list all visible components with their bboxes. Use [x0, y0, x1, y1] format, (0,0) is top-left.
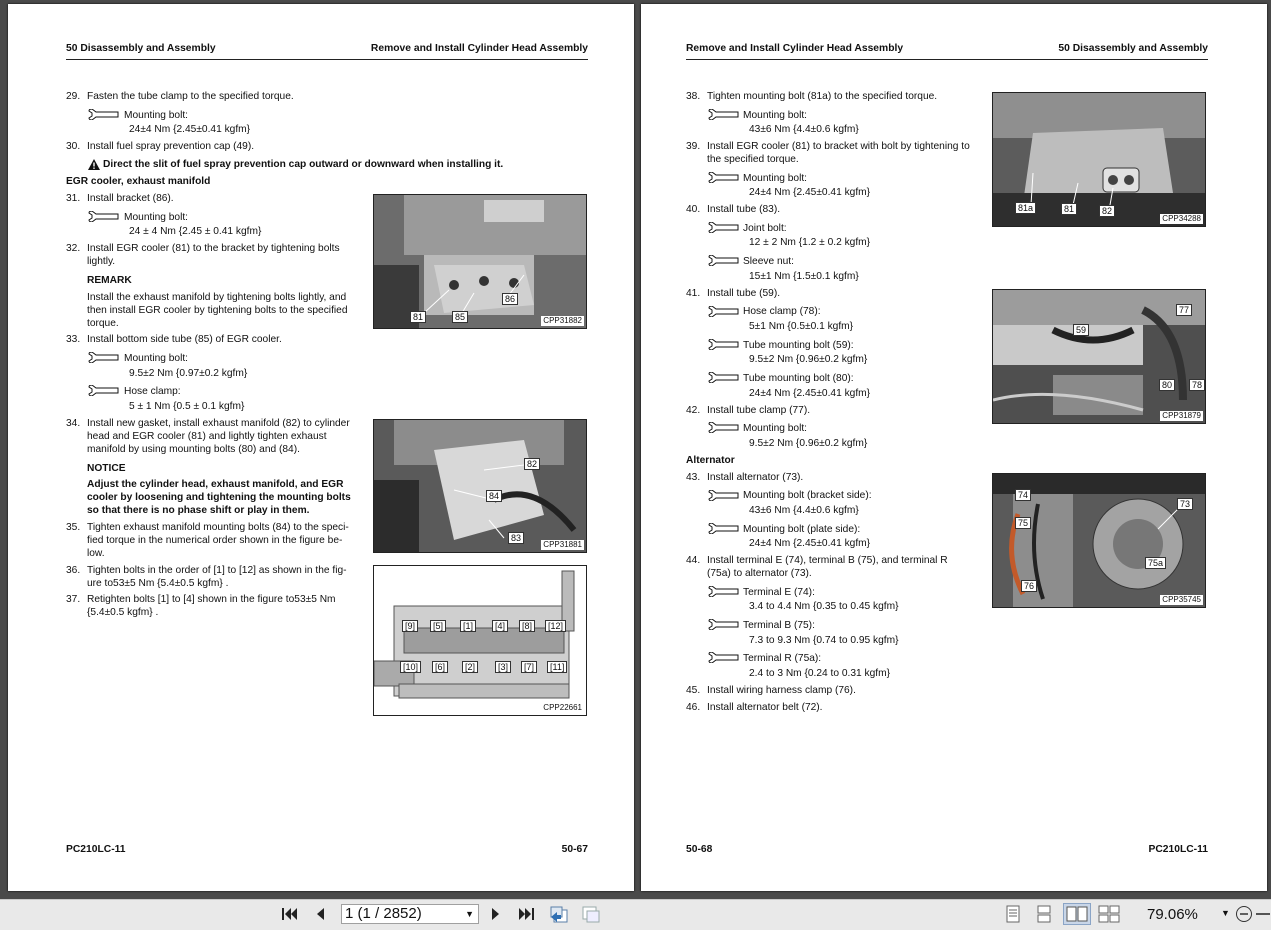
footer-model: PC210LC-11 [66, 844, 126, 855]
bolt-label: [11] [547, 661, 567, 673]
single-page-view-button[interactable] [1002, 904, 1024, 924]
step-number: 36. [66, 565, 81, 576]
warning-icon [88, 159, 100, 170]
step-number: 38. [686, 91, 701, 102]
two-page-view-button[interactable] [1063, 903, 1091, 925]
zoom-dropdown-icon[interactable]: ▼ [1221, 908, 1230, 918]
step-text: Install fuel spray prevention cap (49). [87, 141, 255, 152]
spec-value: 3.4 to 4.4 Nm {0.35 to 0.45 kgfm} [749, 601, 899, 612]
spec-label: Mounting bolt: [743, 423, 807, 434]
callout-label: 85 [452, 311, 468, 323]
callout-label: 77 [1176, 304, 1192, 316]
step-number: 40. [686, 204, 701, 215]
next-page-button[interactable] [485, 904, 507, 924]
previous-page-icon [314, 906, 326, 922]
torque-wrench-icon [708, 523, 740, 534]
spec-value: 9.5±2 Nm {0.96±0.2 kgfm} [749, 438, 868, 449]
figure-bolt-order [373, 565, 587, 716]
torque-wrench-icon [708, 109, 740, 120]
step-text: manifold by using mounting bolts (80) and (84). [87, 444, 300, 455]
notice-text: so that there is no phase shift or play in them. [87, 505, 310, 516]
footer-model: PC210LC-11 [1148, 844, 1208, 855]
step-text: (75a) to alternator (73). [707, 568, 812, 579]
last-page-button[interactable] [515, 904, 537, 924]
step-text: the specified torque. [707, 154, 799, 165]
step-text: Install alternator belt (72). [707, 702, 823, 713]
step-text: fied torque in the numerical order shown in the figure be- [87, 535, 343, 546]
step-text: Install new gasket, install exhaust manifold (82) to cylinder [87, 418, 350, 429]
callout-label: 82 [524, 458, 540, 470]
spec-value: 24 ± 4 Nm {2.45 ± 0.41 kgfm} [129, 226, 262, 237]
step-number: 43. [686, 472, 701, 483]
section-heading: Alternator [686, 455, 735, 466]
two-page-continuous-icon [1098, 905, 1120, 923]
step-text: Install terminal E (74), terminal B (75), and terminal R [707, 555, 948, 566]
zoom-out-icon [1235, 905, 1253, 923]
spec-value: 24±4 Nm {2.45±0.41 kgfm} [749, 388, 871, 399]
figure-exhaust-manifold [373, 419, 587, 553]
remark-title: REMARK [87, 275, 132, 286]
engine-photo-illustration [993, 290, 1205, 423]
step-number: 39. [686, 141, 701, 152]
zoom-slider-edge[interactable] [1256, 904, 1270, 924]
step-text: lightly. [87, 256, 116, 267]
spec-value: 43±6 Nm {4.4±0.6 kgfm} [749, 505, 859, 516]
warning-text: Direct the slit of fuel spray prevention cap outward or downward when installing it. [103, 159, 504, 170]
page-header [66, 43, 588, 60]
zoom-level[interactable]: 79.06% [1147, 906, 1198, 923]
zoom-slider-icon [1256, 912, 1270, 916]
torque-wrench-icon [708, 586, 740, 597]
first-page-button[interactable] [279, 904, 301, 924]
step-text: Install tube (83). [707, 204, 781, 215]
step-number: 33. [66, 334, 81, 345]
bolt-label: [9] [402, 620, 418, 632]
step-text: Tighten bolts in the order of [1] to [12] as shown in the fig- [87, 565, 347, 576]
spec-label: Mounting bolt: [124, 110, 188, 121]
remark-text: Install the exhaust manifold by tightening bolts lightly, and [87, 292, 347, 303]
callout-label: 73 [1177, 498, 1193, 510]
step-text: Install tube clamp (77). [707, 405, 811, 416]
torque-wrench-icon [708, 422, 740, 433]
torque-wrench-icon [88, 385, 120, 396]
bolt-label: [6] [432, 661, 448, 673]
torque-wrench-icon [88, 211, 120, 222]
torque-wrench-icon [708, 490, 740, 501]
step-number: 29. [66, 91, 81, 102]
torque-wrench-icon [708, 255, 740, 266]
step-text: Install bracket (86). [87, 193, 174, 204]
spec-value: 24±4 Nm {2.45±0.41 kgfm} [749, 187, 871, 198]
figure-alternator [992, 473, 1206, 608]
step-number: 34. [66, 418, 81, 429]
footer-page-number: 50-67 [561, 844, 588, 855]
chevron-down-icon: ▼ [465, 909, 474, 919]
step-number: 45. [686, 685, 701, 696]
spec-label: Mounting bolt: [743, 173, 807, 184]
page-header [686, 43, 1208, 60]
figure-id: CPP31881 [543, 540, 582, 549]
step-text: Install alternator (73). [707, 472, 804, 483]
torque-wrench-icon [708, 652, 740, 663]
callout-label: 86 [502, 293, 518, 305]
bolt-label: [4] [492, 620, 508, 632]
spec-value: 9.5±2 Nm {0.97±0.2 kgfm} [129, 368, 248, 379]
spec-label: Mounting bolt (bracket side): [743, 490, 872, 501]
bolt-label: [3] [495, 661, 511, 673]
step-number: 37. [66, 594, 81, 605]
callout-label: 74 [1015, 489, 1031, 501]
notice-text: cooler by loosening and tightening the mounting bolts [87, 492, 351, 503]
spec-value: 7.3 to 9.3 Nm {0.74 to 0.95 kgfm} [749, 635, 899, 646]
callout-label: 81 [410, 311, 426, 323]
step-number: 31. [66, 193, 81, 204]
spec-label: Mounting bolt: [124, 212, 188, 223]
step-text: {5.4±0.5 kgfm} . [87, 607, 159, 618]
spec-value: 24±4 Nm {2.45±0.41 kgfm} [129, 124, 251, 135]
step-text: Install EGR cooler (81) to bracket with bolt by tightening to [707, 141, 970, 152]
torque-wrench-icon [88, 352, 120, 363]
step-text: low. [87, 548, 105, 559]
first-page-icon [281, 906, 299, 922]
single-page-icon [1005, 905, 1021, 923]
step-number: 42. [686, 405, 701, 416]
spec-value: 43±6 Nm {4.4±0.6 kgfm} [749, 124, 859, 135]
callout-label: 59 [1073, 324, 1089, 336]
step-text: Install bottom side tube (85) of EGR cooler. [87, 334, 282, 345]
spec-label: Sleeve nut: [743, 256, 794, 267]
footer-page-number: 50-68 [686, 844, 713, 855]
section-heading: EGR cooler, exhaust manifold [66, 176, 211, 187]
step-text: Retighten bolts [1] to [4] shown in the figure to53±5 Nm [87, 594, 336, 605]
figure-tube [992, 289, 1206, 424]
spec-label: Tube mounting bolt (80): [743, 373, 854, 384]
step-number: 30. [66, 141, 81, 152]
figure-id: CPP31882 [543, 316, 582, 325]
figure-id: CPP35745 [1162, 595, 1201, 604]
next-view-icon [581, 905, 601, 923]
two-page-continuous-button[interactable] [1098, 904, 1120, 924]
continuous-page-icon [1036, 905, 1052, 923]
header-chapter: 50 Disassembly and Assembly [1058, 43, 1208, 54]
next-page-icon [490, 906, 502, 922]
right-page [641, 4, 1267, 891]
engine-photo-illustration [374, 420, 586, 552]
callout-label: 75 [1015, 517, 1031, 529]
spec-label: Mounting bolt: [743, 110, 807, 121]
header-chapter: 50 Disassembly and Assembly [66, 43, 216, 54]
torque-wrench-icon [708, 222, 740, 233]
next-view-button[interactable] [580, 904, 602, 924]
bolt-label: [10] [400, 661, 421, 673]
previous-view-button[interactable] [548, 904, 570, 924]
figure-id: CPP34288 [1162, 214, 1201, 223]
callout-label: 75a [1145, 557, 1166, 569]
spec-value: 12 ± 2 Nm {1.2 ± 0.2 kgfm} [749, 237, 871, 248]
spec-label: Tube mounting bolt (59): [743, 340, 854, 351]
torque-wrench-icon [708, 339, 740, 350]
previous-page-button[interactable] [309, 904, 331, 924]
figure-id: CPP22661 [543, 703, 582, 712]
two-page-icon [1066, 906, 1088, 922]
bolt-label: [1] [460, 620, 476, 632]
spec-label: Terminal B (75): [743, 620, 815, 631]
step-text: Install EGR cooler (81) to the bracket by tightening bolts [87, 243, 340, 254]
page-number-select[interactable] [341, 904, 479, 924]
step-text: Install wiring harness clamp (76). [707, 685, 856, 696]
bolt-label: [2] [462, 661, 478, 673]
spec-value: 5 ± 1 Nm {0.5 ± 0.1 kgfm} [129, 401, 245, 412]
spec-label: Terminal R (75a): [743, 653, 822, 664]
figure-id: CPP31879 [1162, 411, 1201, 420]
engine-photo-illustration [374, 195, 586, 328]
step-number: 46. [686, 702, 701, 713]
page-number-value: 1 (1 / 2852) [345, 905, 422, 922]
spec-value: 2.4 to 3 Nm {0.24 to 0.31 kgfm} [749, 668, 891, 679]
callout-label: 83 [508, 532, 524, 544]
callout-label: 76 [1021, 580, 1037, 592]
spec-label: Hose clamp: [124, 386, 181, 397]
torque-wrench-icon [88, 109, 120, 120]
spec-value: 24±4 Nm {2.45±0.41 kgfm} [749, 538, 871, 549]
torque-wrench-icon [708, 306, 740, 317]
spec-label: Terminal E (74): [743, 587, 815, 598]
callout-label: 78 [1189, 379, 1205, 391]
step-number: 35. [66, 522, 81, 533]
remark-text: torque. [87, 318, 119, 329]
torque-wrench-icon [708, 172, 740, 183]
torque-wrench-icon [708, 372, 740, 383]
bolt-label: [8] [519, 620, 535, 632]
step-text: Tighten mounting bolt (81a) to the specified torque. [707, 91, 938, 102]
callout-label: 81 [1061, 203, 1077, 215]
spec-value: 5±1 Nm {0.5±0.1 kgfm} [749, 321, 854, 332]
step-number: 32. [66, 243, 81, 254]
bolt-label: [5] [430, 620, 446, 632]
spec-value: 15±1 Nm {1.5±0.1 kgfm} [749, 271, 859, 282]
remark-text: then install EGR cooler by tightening bolts to the specified [87, 305, 348, 316]
spec-label: Joint bolt: [743, 223, 787, 234]
callout-label: 84 [486, 490, 502, 502]
spec-label: Hose clamp (78): [743, 306, 821, 317]
spec-value: 9.5±2 Nm {0.96±0.2 kgfm} [749, 354, 868, 365]
step-text: Fasten the tube clamp to the specified torque. [87, 91, 294, 102]
step-text: head and EGR cooler (81) and lightly tighten exhaust [87, 431, 327, 442]
last-page-icon [517, 906, 535, 922]
left-page [8, 4, 634, 891]
manifold-drawing [374, 566, 586, 715]
zoom-out-button[interactable] [1233, 904, 1255, 924]
bolt-label: [7] [521, 661, 537, 673]
previous-view-icon [549, 905, 569, 923]
bolt-label: [12] [545, 620, 566, 632]
header-title: Remove and Install Cylinder Head Assembly [686, 43, 904, 54]
notice-text: Adjust the cylinder head, exhaust manifold, and EGR [87, 479, 344, 490]
step-text: Tighten exhaust manifold mounting bolts (84) to the speci- [87, 522, 349, 533]
spec-label: Mounting bolt: [124, 353, 188, 364]
figure-egr-cooler [373, 194, 587, 329]
step-text: ure to53±5 Nm {5.4±0.5 kgfm} . [87, 578, 229, 589]
continuous-view-button[interactable] [1033, 904, 1055, 924]
header-title: Remove and Install Cylinder Head Assembly [370, 43, 588, 54]
callout-label: 80 [1159, 379, 1175, 391]
callout-label: 82 [1099, 205, 1115, 217]
notice-title: NOTICE [87, 463, 126, 474]
torque-wrench-icon [708, 619, 740, 630]
step-number: 41. [686, 288, 701, 299]
step-number: 44. [686, 555, 701, 566]
figure-egr-bracket [992, 92, 1206, 227]
step-text: Install tube (59). [707, 288, 781, 299]
callout-label: 81a [1015, 202, 1036, 214]
spec-label: Mounting bolt (plate side): [743, 524, 861, 535]
